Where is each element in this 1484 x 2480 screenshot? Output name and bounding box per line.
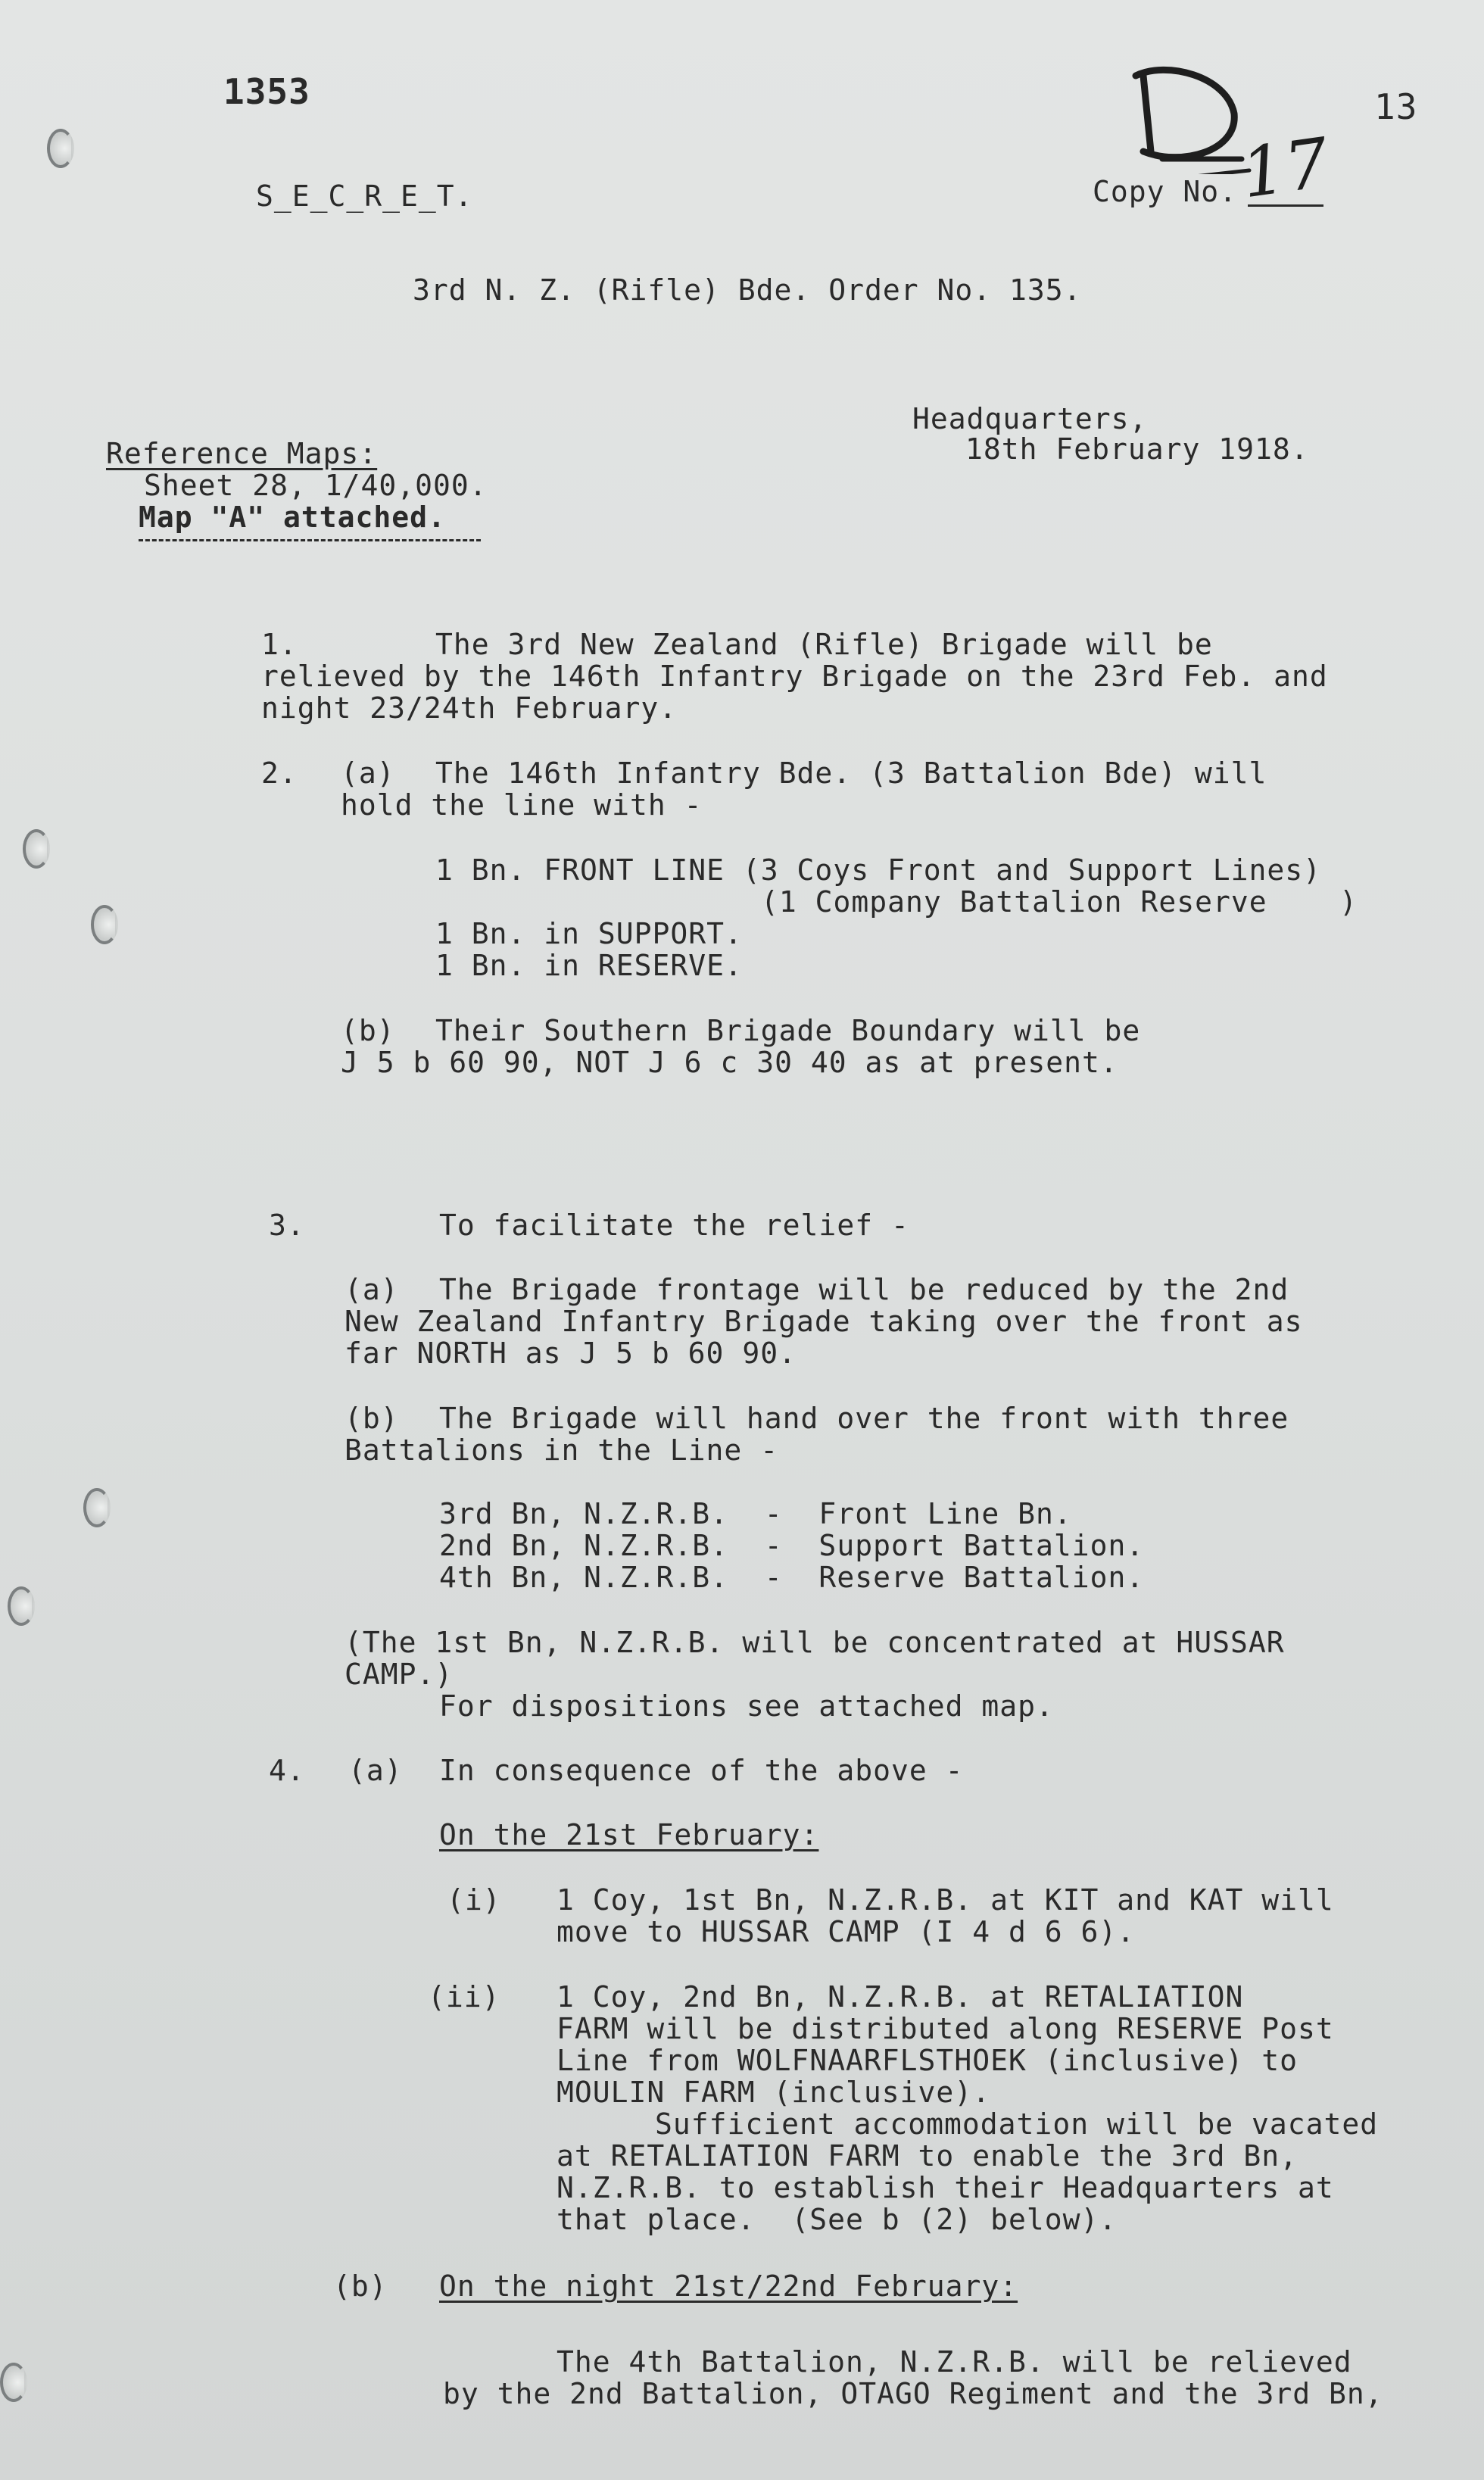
para3-a-line: New Zealand Infantry Brigade taking over the front as	[344, 1305, 1303, 1338]
front-line-bn: 1 Bn. FRONT LINE (3 Coys Front and Support Lines)	[435, 853, 1322, 887]
punch-hole	[8, 1586, 35, 1626]
para3-intro: To facilitate the relief -	[439, 1209, 909, 1242]
item-i-line: move to HUSSAR CAMP (I 4 d 6 6).	[556, 1915, 1136, 1948]
para3-b-line: Battalions in the Line -	[344, 1433, 779, 1467]
para3-b-label: (b)	[344, 1402, 399, 1435]
reference-map-a: Map "A" attached.	[139, 501, 446, 534]
para2-a-line: The 146th Infantry Bde. (3 Battalion Bde) will	[435, 756, 1267, 790]
para3-a-line: far NORTH as J 5 b 60 90.	[344, 1337, 797, 1370]
classification: S_E_C_R_E_T.	[256, 179, 473, 213]
reference-underline	[139, 539, 481, 541]
file-number: 1353	[223, 71, 310, 112]
date-line: 18th February 1918.	[965, 432, 1309, 466]
item-i-label: (i)	[447, 1883, 501, 1917]
para3-note: CAMP.)	[344, 1658, 454, 1691]
copy-number-handwritten: 17	[1236, 123, 1334, 214]
reserve-bn: 1 Bn. in RESERVE.	[435, 949, 743, 982]
item-ii-line: at RETALIATION FARM to enable the 3rd Bn,	[556, 2139, 1298, 2173]
para1-line: relieved by the 146th Infantry Brigade on the 23rd Feb. and	[261, 660, 1328, 693]
item-ii-line: that place. (See b (2) below).	[556, 2203, 1118, 2236]
battalion-row: 2nd Bn, N.Z.R.B. - Support Battalion.	[439, 1529, 1145, 1562]
handwritten-d-mark	[1090, 45, 1257, 174]
headquarters-line: Headquarters,	[912, 402, 1148, 435]
punch-hole	[83, 1488, 111, 1527]
item-ii-line: MOULIN FARM (inclusive).	[556, 2076, 991, 2109]
para4-a-label: (a)	[348, 1754, 403, 1787]
para1-line: The 3rd New Zealand (Rifle) Brigade will be	[435, 628, 1213, 661]
para3-number: 3.	[269, 1209, 305, 1242]
para2-number: 2.	[261, 756, 298, 790]
item-ii-line: Line from WOLFNAARFLSTHOEK (inclusive) to	[556, 2044, 1298, 2077]
para3-a-line: The Brigade frontage will be reduced by the 2nd	[439, 1273, 1289, 1306]
front-line-bn-reserve: (1 Company Battalion Reserve )	[761, 885, 1358, 919]
para2-b-label: (b)	[341, 1014, 395, 1047]
copy-label: Copy No.	[1093, 175, 1238, 208]
support-bn: 1 Bn. in SUPPORT.	[435, 917, 743, 950]
para2-b-line: J 5 b 60 90, NOT J 6 c 30 40 as at present.	[341, 1046, 1118, 1079]
punch-hole	[23, 829, 50, 869]
item-i-line: 1 Coy, 1st Bn, N.Z.R.B. at KIT and KAT will	[556, 1883, 1334, 1917]
para3-note: (The 1st Bn, N.Z.R.B. will be concentrated at HUSSAR	[344, 1626, 1285, 1659]
reference-maps-label: Reference Maps:	[106, 437, 378, 470]
punch-hole	[0, 2363, 27, 2402]
para3-b-line: The Brigade will hand over the front with three	[439, 1402, 1289, 1435]
on-21st-heading: On the 21st February:	[439, 1818, 819, 1851]
battalion-row: 4th Bn, N.Z.R.B. - Reserve Battalion.	[439, 1561, 1145, 1594]
order-title: 3rd N. Z. (Rifle) Bde. Order No. 135.	[413, 273, 1082, 307]
para4-a-intro: In consequence of the above -	[439, 1754, 964, 1787]
para2-b-line: Their Southern Brigade Boundary will be	[435, 1014, 1141, 1047]
punch-hole	[47, 129, 74, 168]
item-ii-line: Sufficient accommodation will be vacated	[655, 2107, 1379, 2141]
item-ii-label: (ii)	[428, 1980, 500, 2014]
para4-b-line: by the 2nd Battalion, OTAGO Regiment and the 3rd Bn,	[443, 2377, 1383, 2410]
night-21st-heading: On the night 21st/22nd February:	[439, 2269, 1018, 2303]
para3-note: For dispositions see attached map.	[439, 1689, 1054, 1723]
para2-a-label: (a)	[341, 756, 395, 790]
para4-number: 4.	[269, 1754, 305, 1787]
para4-b-line: The 4th Battalion, N.Z.R.B. will be relieved	[556, 2345, 1352, 2379]
item-ii-line: 1 Coy, 2nd Bn, N.Z.R.B. at RETALIATION	[556, 1980, 1244, 2014]
punch-hole	[91, 905, 118, 944]
para3-a-label: (a)	[344, 1273, 399, 1306]
para2-a-line: hold the line with -	[341, 788, 703, 822]
item-ii-line: N.Z.R.B. to establish their Headquarters at	[556, 2171, 1334, 2204]
para1-line: night 23/24th February.	[261, 691, 678, 725]
reference-sheet: Sheet 28, 1/40,000.	[144, 469, 488, 502]
page-number: 13	[1374, 86, 1418, 127]
item-ii-line: FARM will be distributed along RESERVE Post	[556, 2012, 1334, 2045]
para1-number: 1.	[261, 628, 298, 661]
battalion-row: 3rd Bn, N.Z.R.B. - Front Line Bn.	[439, 1497, 1072, 1530]
para4-b-label: (b)	[333, 2269, 388, 2303]
